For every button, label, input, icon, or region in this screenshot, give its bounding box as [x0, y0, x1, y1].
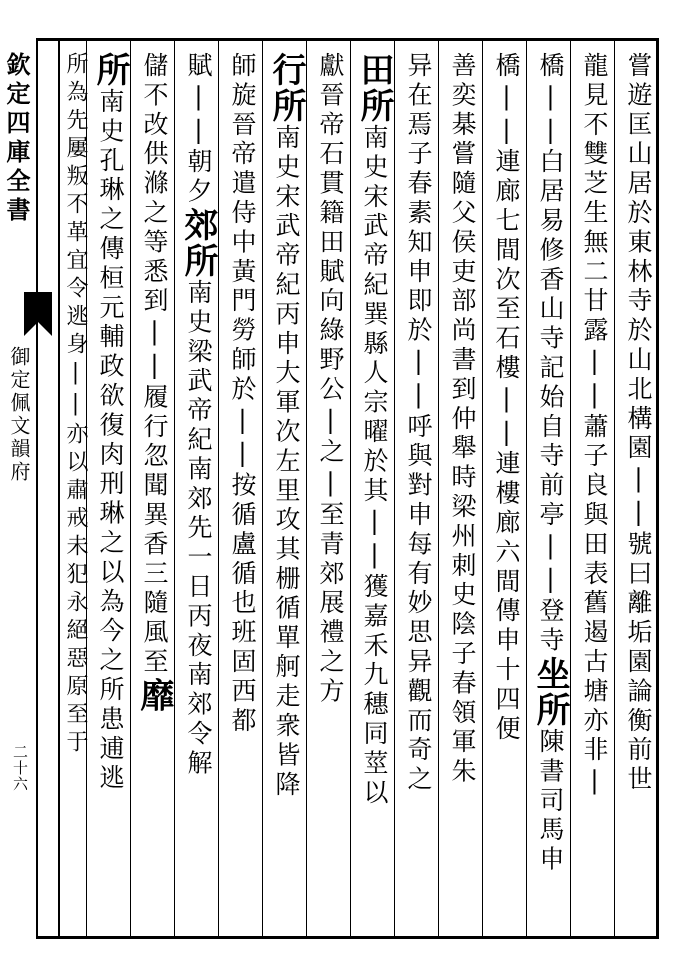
column-divider	[262, 40, 263, 936]
entry-heading: 靡	[134, 677, 174, 714]
column-divider	[58, 40, 60, 936]
column-text: 陳書司馬申	[536, 728, 565, 875]
book-name: 御定佩文韻府	[7, 346, 31, 484]
column-divider	[438, 40, 439, 936]
column-text: 龍見不雙芝生無二甘露||蕭子良與田表舊遏古塘亦非|	[580, 52, 609, 799]
text-column-12	[134, 52, 174, 713]
column-text: 异在焉子春素知申即於||呼與對申每有妙思异觀而奇之	[404, 52, 433, 795]
column-text: 賦||朝夕	[184, 52, 213, 207]
text-column-9	[266, 52, 306, 800]
entry-heading: 田所	[354, 52, 394, 124]
column-text: 獻晉帝石貫籍田賦向綠野公|之|至青郊展禮之方	[316, 52, 345, 707]
text-column-8	[310, 52, 350, 707]
column-text: 所為先屢叛不革宜令逃身||亦以肅戒未犯永絕惡原至于	[63, 52, 88, 758]
text-column-2	[574, 52, 614, 799]
text-column-3	[530, 52, 570, 875]
column-text: 嘗遊匡山居於東林寺於山北構園||號曰離垢園論衡前世	[624, 52, 653, 795]
column-divider	[570, 40, 571, 936]
text-column-1	[618, 52, 658, 795]
column-divider	[350, 40, 351, 936]
text-column-10	[222, 52, 262, 736]
column-text: 橋||連廊七間次至石樓||連樓廊六間傳申十四便	[492, 52, 521, 745]
column-text: 善奕棊嘗隨父侯吏部尚書到仲舉時梁州刺史陰子春領軍朱	[448, 52, 477, 787]
column-divider	[614, 40, 615, 936]
text-column-4	[486, 52, 526, 744]
column-text: 師旋晉帝遣侍中黃門勞師於||按循盧循也班固西都	[228, 52, 257, 737]
text-column-13	[90, 52, 130, 794]
entry-heading: 郊所	[178, 207, 218, 279]
entry-heading: 行所	[266, 52, 306, 124]
text-column-6	[398, 52, 438, 795]
bottom-border	[36, 936, 659, 939]
left-border	[36, 38, 38, 939]
column-divider	[174, 40, 175, 936]
text-column-14	[62, 52, 88, 758]
column-divider	[130, 40, 131, 936]
book-series-title: 欽定四庫全書	[2, 52, 31, 226]
column-divider	[218, 40, 219, 936]
entry-heading: 坐所	[530, 656, 570, 728]
column-text: 橋||白居易修香山寺記始自寺前亭||登寺	[536, 52, 565, 656]
column-text: 南史宋武帝紀巽縣人宗曜於其||獲嘉禾九穗同莖以	[360, 124, 389, 809]
entry-heading: 所	[90, 52, 130, 88]
column-text: 南史梁武帝紀南郊先一日丙夜南郊令解	[184, 279, 213, 779]
fishtail-mark-icon	[24, 292, 52, 336]
column-text: 南史孔琳之傳桓元輔政欲復肉刑琳之以為今之所患逋逃	[96, 88, 125, 794]
column-divider	[526, 40, 527, 936]
text-column-11	[178, 52, 218, 779]
column-divider	[482, 40, 483, 936]
column-divider	[394, 40, 395, 936]
text-column-5	[442, 52, 482, 787]
page-number: 二十六	[11, 744, 29, 792]
column-text: 滌之等悉到||履行忽聞異香三隨風至	[140, 169, 169, 678]
text-column-7	[354, 52, 394, 808]
column-text: 儲不改供	[140, 52, 169, 170]
column-divider	[306, 40, 307, 936]
column-text: 南史宋武帝紀丙申大軍次左里攻其栅循單舸走衆皆降	[272, 124, 301, 801]
